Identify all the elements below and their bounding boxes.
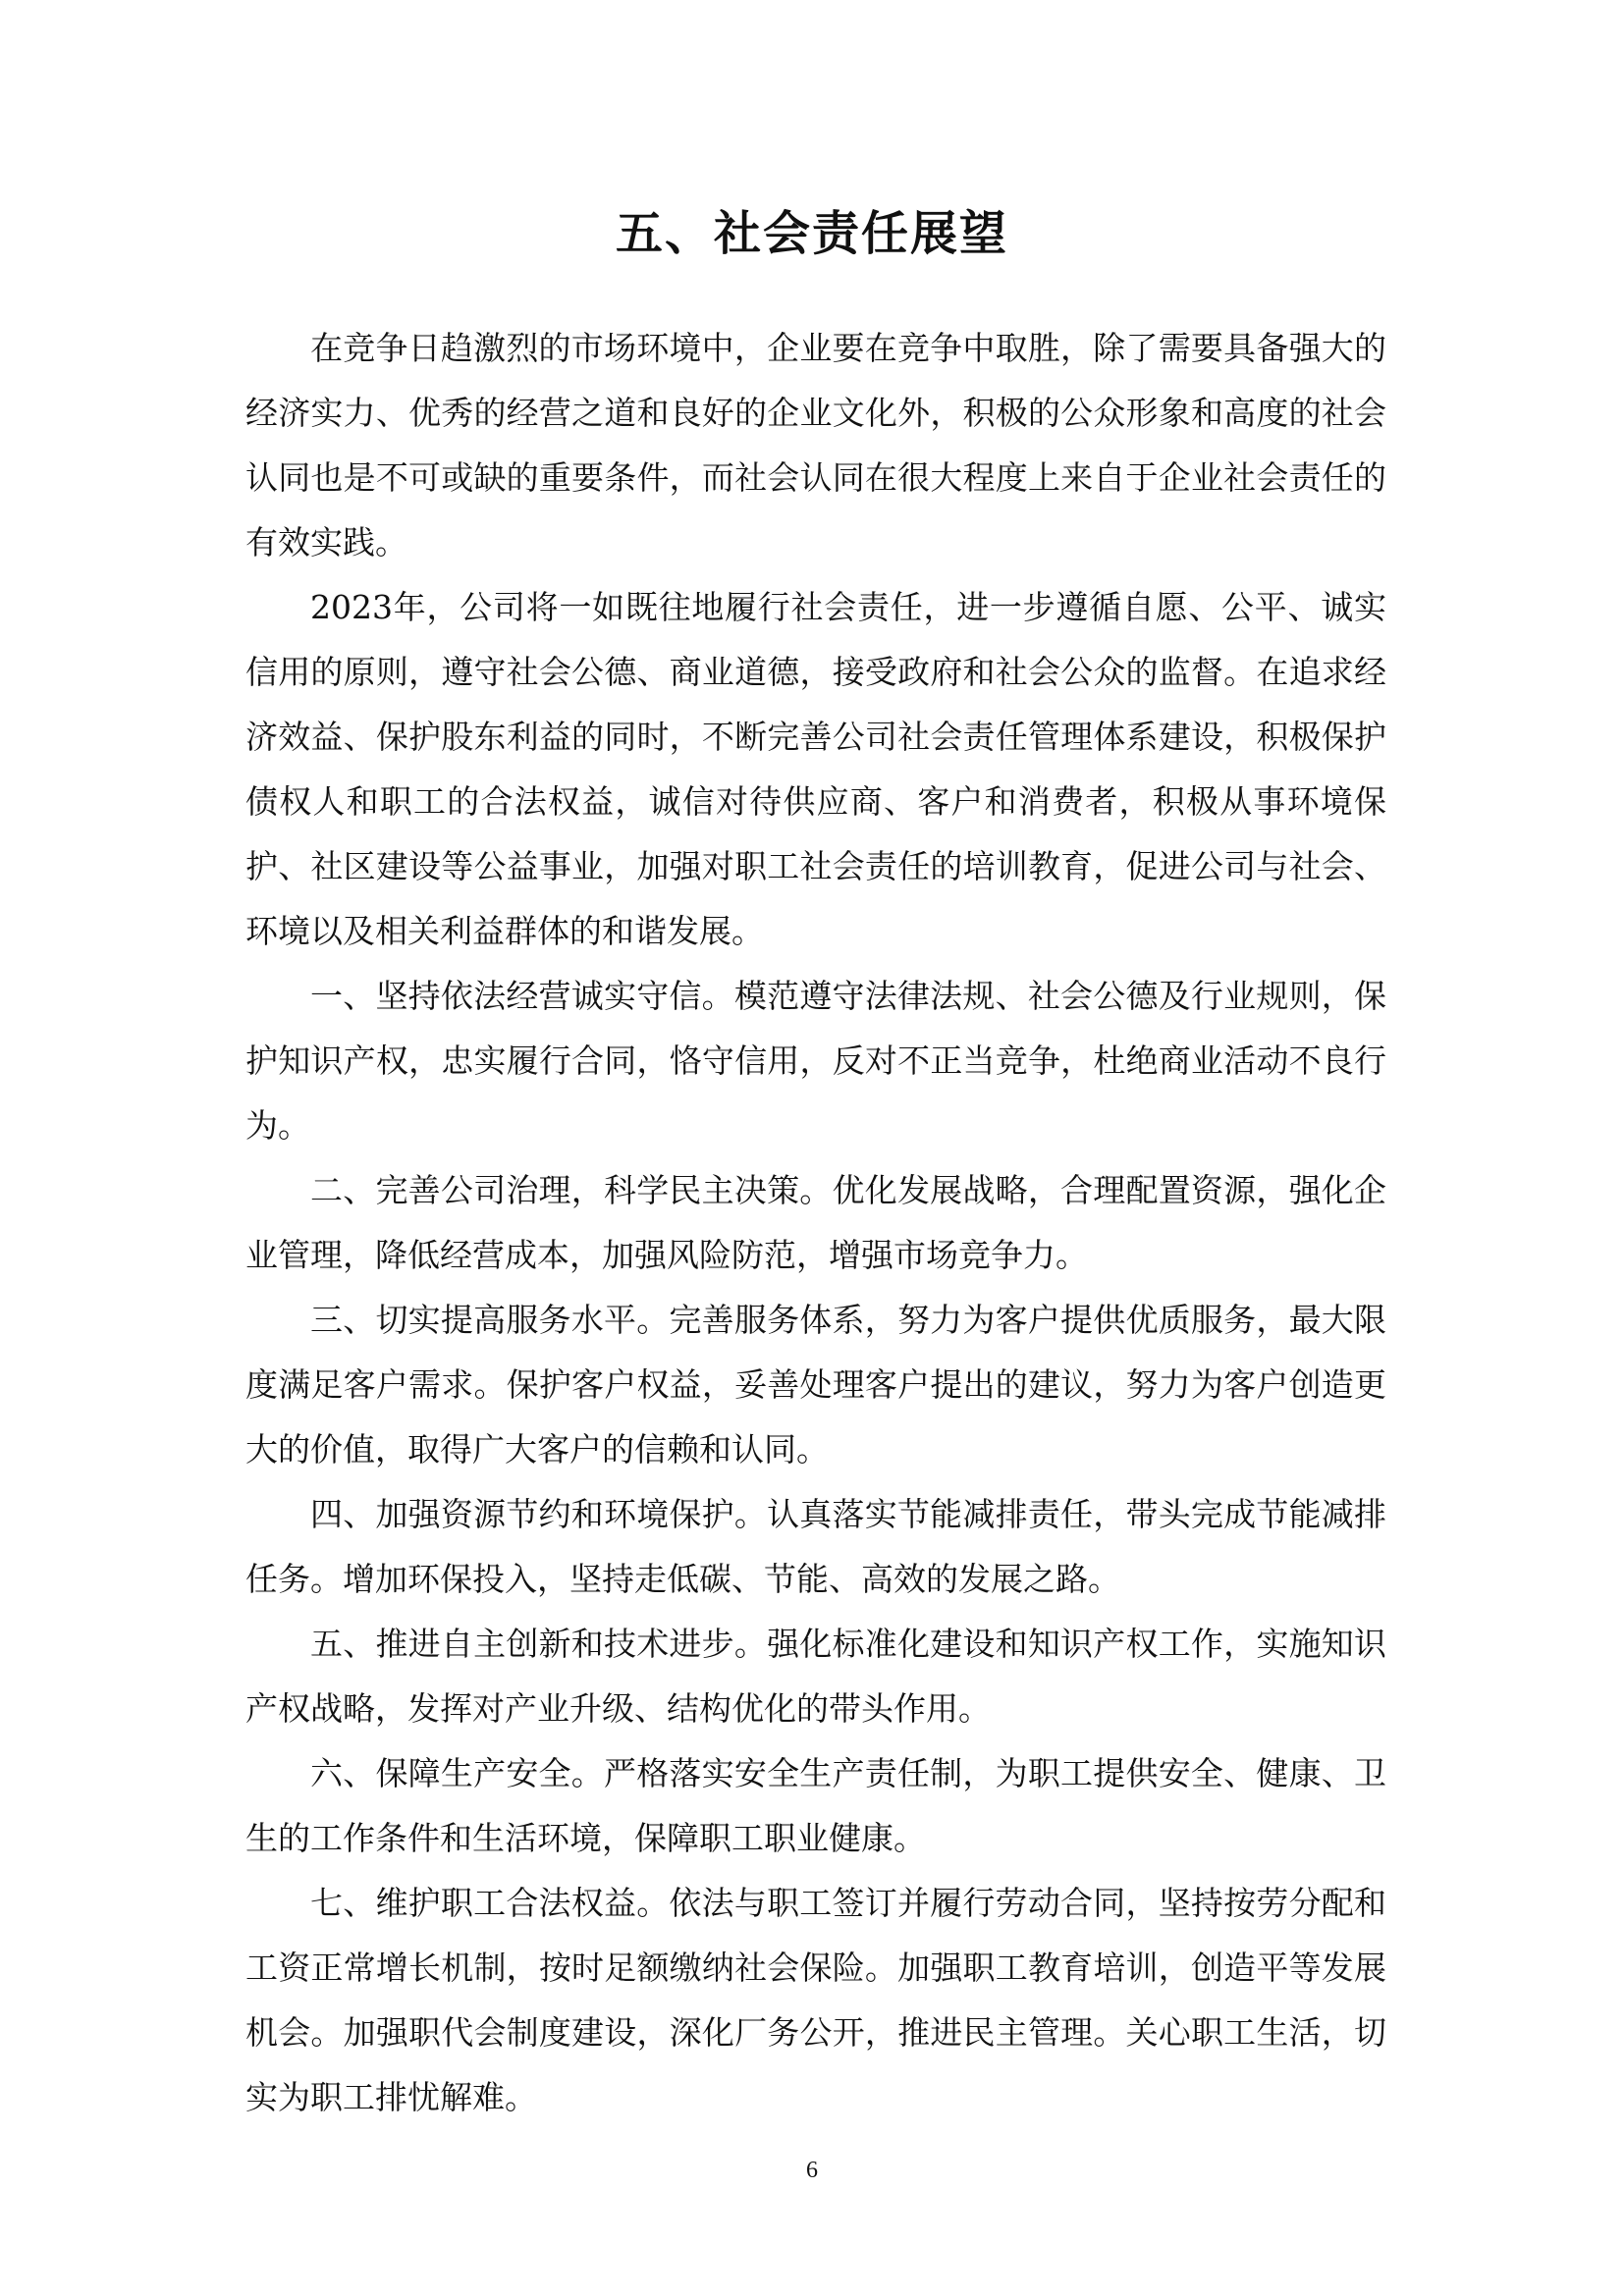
paragraph-item-1: 一、坚持依法经营诚实守信。模范遵守法律法规、社会公德及行业规则，保护知识产权，忠实履行合同，恪守信用，反对不正当竞争，杜绝商业活动不良行为。 xyxy=(245,977,1386,1145)
paragraph-item-5: 五、推进自主创新和技术进步。强化标准化建设和知识产权工作，实施知识产权战略，发挥对产业升级、结构优化的带头作用。 xyxy=(245,1625,1386,1728)
document-body xyxy=(245,316,1386,2130)
paragraph-item-4: 四、加强资源节约和环境保护。认真落实节能减排责任，带头完成节能减排任务。增加环保投入，坚持走低碳、节能、高效的发展之路。 xyxy=(245,1495,1386,1598)
paragraph-item-7: 七、维护职工合法权益。依法与职工签订并履行劳动合同，坚持按劳分配和工资正常增长机制，按时足额缴纳社会保险。加强职工教育培训，创造平等发展机会。加强职代会制度建设，深化厂务公开，推进民主管理。关心职工生活，切实为职工排忧解难。 xyxy=(245,1884,1386,2116)
paragraph-item-6: 六、保障生产安全。严格落实安全生产责任制，为职工提供安全、健康、卫生的工作条件和生活环境，保障职工职业健康。 xyxy=(245,1754,1386,1857)
paragraph-intro: 在竞争日趋激烈的市场环境中，企业要在竞争中取胜，除了需要具备强大的经济实力、优秀的经营之道和良好的企业文化外，积极的公众形象和高度的社会认同也是不可或缺的重要条件，而社会认同在很大程度上来自于企业社会责任的有效实践。 xyxy=(245,329,1386,561)
paragraph-item-2: 二、完善公司治理，科学民主决策。优化发展战略，合理配置资源，强化企业管理，降低经营成本，加强风险防范，增强市场竞争力。 xyxy=(245,1171,1386,1274)
page-number: 6 xyxy=(806,2158,818,2183)
paragraph-item-3: 三、切实提高服务水平。完善服务体系，努力为客户提供优质服务，最大限度满足客户需求。保护客户权益，妥善处理客户提出的建议，努力为客户创造更大的价值，取得广大客户的信赖和认同。 xyxy=(245,1301,1386,1468)
paragraph-2023-plan: 2023年，公司将一如既往地履行社会责任，进一步遵循自愿、公平、诚实信用的原则，遵守社会公德、商业道德，接受政府和社会公众的监督。在追求经济效益、保护股东利益的同时，不断完善公司社会责任管理体系建设，积极保护债权人和职工的合法权益，诚信对待供应商、客户和消费者，积极从事环境保护、社区建设等公益事业，加强对职工社会责任的培训教育，促进公司与社会、环境以及相关利益群体的和谐发展。 xyxy=(245,588,1386,950)
page-title: 五、社会责任展望 xyxy=(615,206,1008,261)
